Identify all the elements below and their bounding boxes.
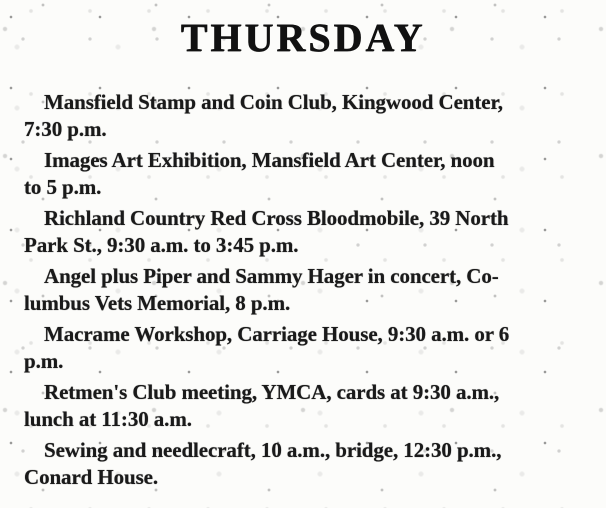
event-list bbox=[0, 89, 606, 491]
event-line: Richland Country Red Cross Bloodmobile, 39 North bbox=[44, 206, 509, 230]
event-line: lumbus Vets Memorial, 8 p.m. bbox=[24, 291, 291, 315]
event-line: Mansfield Stamp and Coin Club, Kingwood Center, bbox=[44, 90, 503, 114]
event-item bbox=[24, 263, 582, 317]
event-line: to 5 p.m. bbox=[24, 175, 102, 199]
event-line: Images Art Exhibition, Mansfield Art Center, noon bbox=[44, 148, 495, 172]
event-line: Conard House. bbox=[24, 465, 159, 489]
event-line: Sewing and needlecraft, 10 a.m., bridge, 12:30 p.m., bbox=[44, 438, 502, 462]
event-line: lunch at 11:30 a.m. bbox=[24, 407, 192, 431]
event-item bbox=[24, 321, 582, 375]
event-line: Macrame Workshop, Carriage House, 9:30 a.m. or 6 bbox=[44, 322, 510, 346]
event-item bbox=[24, 147, 582, 201]
event-line: p.m. bbox=[24, 349, 64, 373]
event-item bbox=[24, 205, 582, 259]
event-line: Park St., 9:30 a.m. to 3:45 p.m. bbox=[24, 233, 299, 257]
event-line: 7:30 p.m. bbox=[24, 117, 107, 141]
event-line: Retmen's Club meeting, YMCA, cards at 9:30 a.m., bbox=[44, 380, 500, 404]
event-item bbox=[24, 437, 582, 491]
event-line: Angel plus Piper and Sammy Hager in concert, Co- bbox=[44, 264, 499, 288]
event-item bbox=[24, 89, 582, 143]
event-item bbox=[24, 379, 582, 433]
day-heading: THURSDAY bbox=[180, 15, 426, 60]
